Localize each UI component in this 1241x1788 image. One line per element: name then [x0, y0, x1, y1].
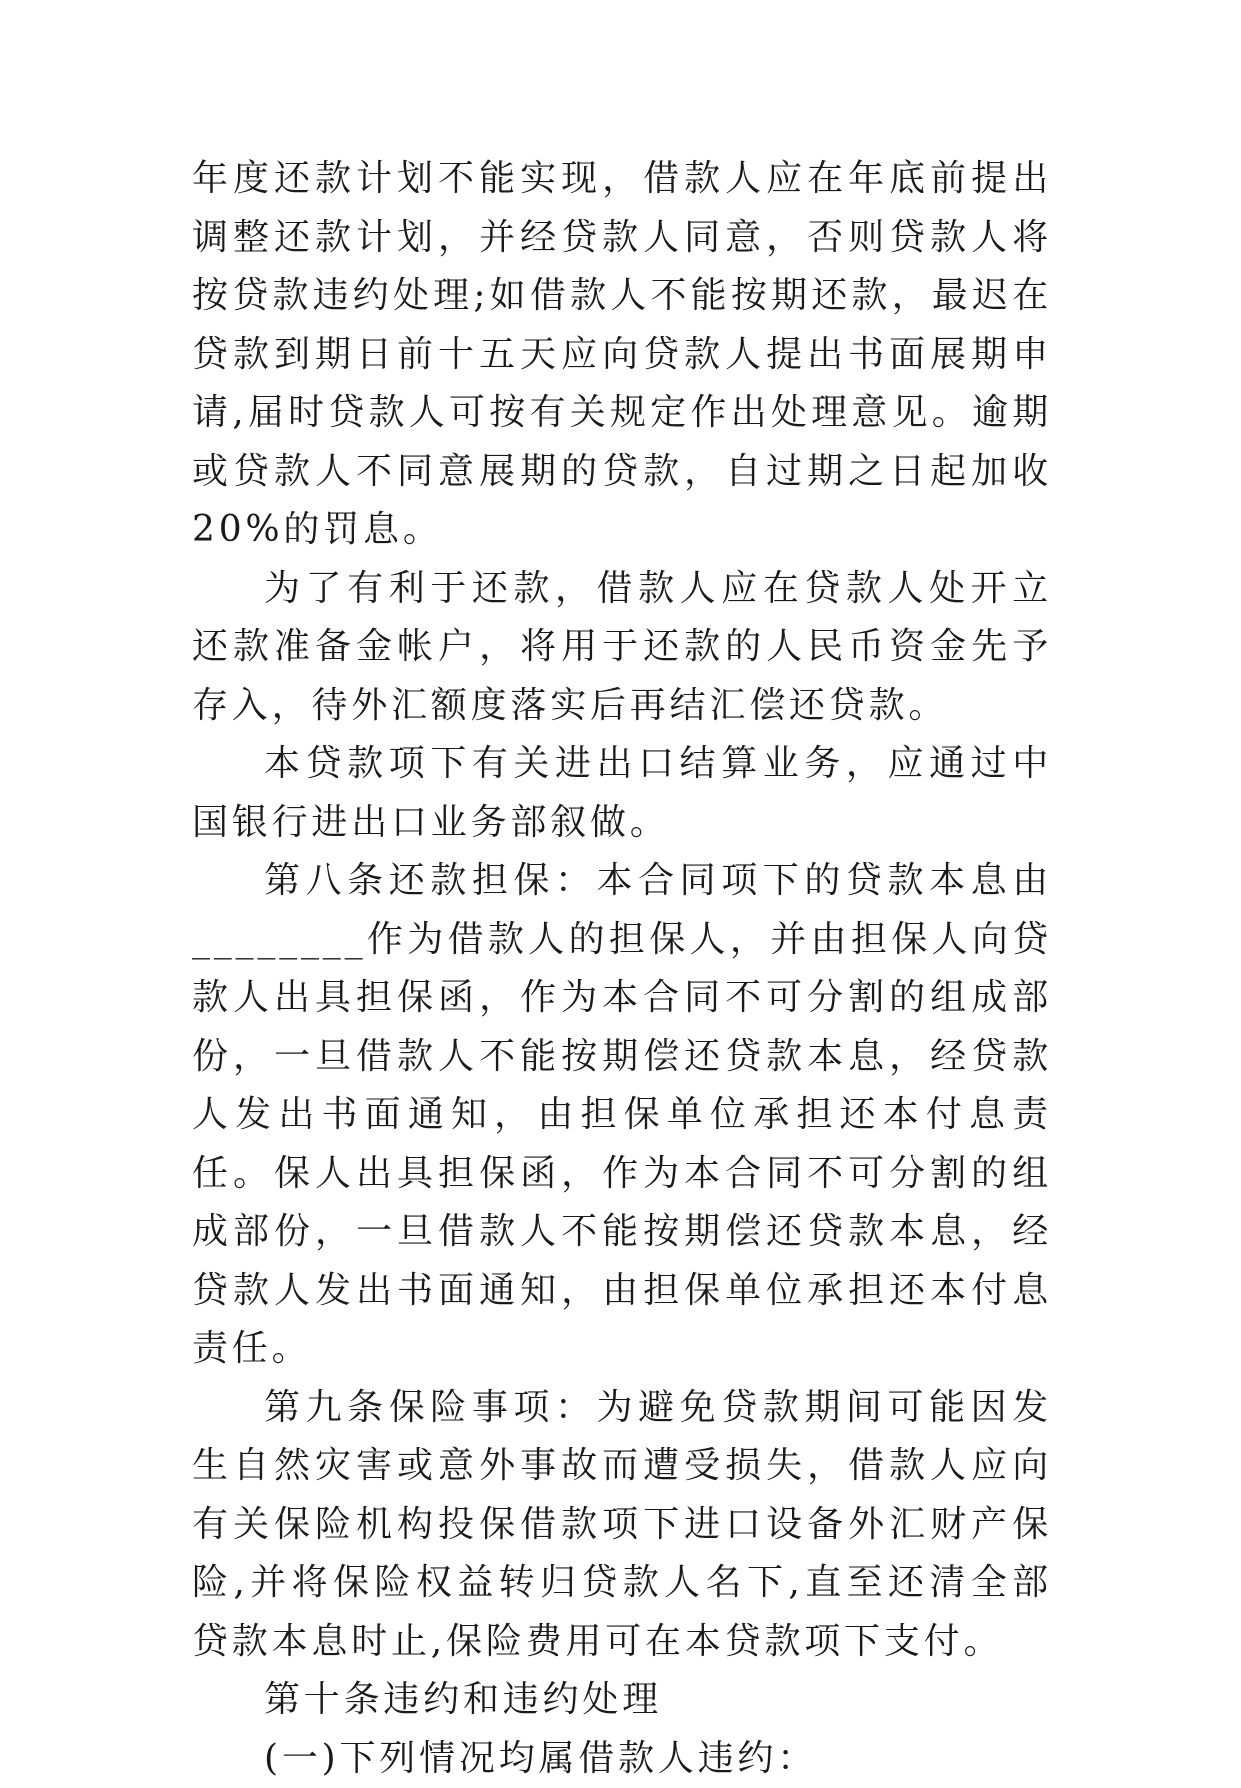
- paragraph-settlement: 本贷款项下有关进出口结算业务，应通过中国银行进出口业务部叙做。: [192, 735, 1052, 852]
- paragraph-article-9-insurance: 第九条保险事项：为避免贷款期间可能因发生自然灾害或意外事故而遭受损失，借款人应向有关保险机构投保借款项下进口设备外汇财产保险,并将保险权益转归贷款人名下,直至还清全部贷款本息时止,保险费用可在本贷款项下支付。: [192, 1379, 1052, 1672]
- paragraph-repayment-plan: 年度还款计划不能实现，借款人应在年底前提出调整还款计划，并经贷款人同意，否则贷款人将按贷款违约处理;如借款人不能按期还款，最迟在贷款到期日前十五天应向贷款人提出书面展期申请,届时贷款人可按有关规定作出处理意见。逾期或贷款人不同意展期的贷款，自过期之日起加收20%的罚息。: [192, 150, 1052, 560]
- paragraph-article-8-guarantee: 第八条还款担保：本合同项下的贷款本息由________作为借款人的担保人，并由担保人向贷款人出具担保函，作为本合同不可分割的组成部份，一旦借款人不能按期偿还贷款本息，经贷款人发出书面通知，由担保单位承担还本付息责任。保人出具担保函，作为本合同不可分割的组成部份，一旦借款人不能按期偿还贷款本息，经贷款人发出书面通知，由担保单位承担还本付息责任。: [192, 852, 1052, 1379]
- paragraph-article-10-item-1: (一)下列情况均属借款人违约：: [192, 1730, 1052, 1788]
- document-body: [192, 150, 1052, 1788]
- paragraph-article-10-heading: 第十条违约和违约处理: [192, 1671, 1052, 1730]
- paragraph-repayment-account: 为了有利于还款，借款人应在贷款人处开立还款准备金帐户，将用于还款的人民币资金先予存入，待外汇额度落实后再结汇偿还贷款。: [192, 560, 1052, 736]
